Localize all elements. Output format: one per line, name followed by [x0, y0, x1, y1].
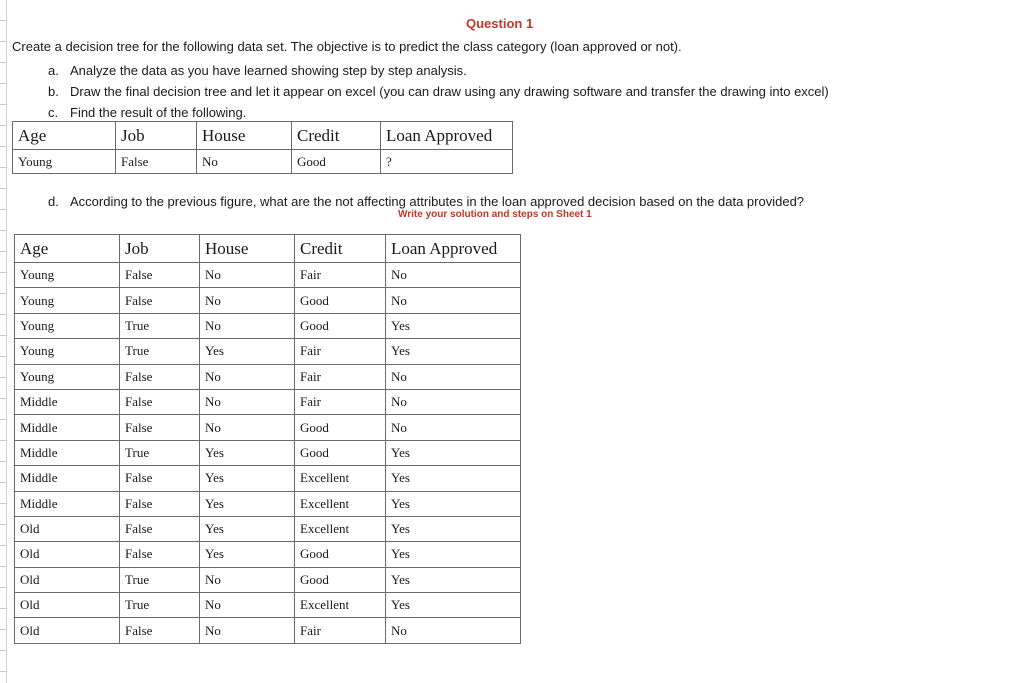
cell[interactable]: Yes	[386, 339, 521, 364]
cell[interactable]: No	[200, 364, 295, 389]
query-table-row	[13, 150, 513, 174]
cell[interactable]: Old	[15, 593, 120, 618]
item-c	[48, 105, 246, 120]
item-d	[48, 194, 804, 209]
cell[interactable]: Old	[15, 542, 120, 567]
cell[interactable]: False	[120, 542, 200, 567]
cell[interactable]: Yes	[200, 466, 295, 491]
cell[interactable]: False	[120, 491, 200, 516]
cell[interactable]: Yes	[200, 491, 295, 516]
cell[interactable]: True	[120, 339, 200, 364]
cell[interactable]: False	[120, 263, 200, 288]
cell[interactable]: Middle	[15, 415, 120, 440]
cell[interactable]: Excellent	[295, 491, 386, 516]
item-a	[48, 63, 467, 78]
cell[interactable]: Young	[15, 364, 120, 389]
cell[interactable]: Yes	[386, 440, 521, 465]
cell[interactable]: Yes	[386, 313, 521, 338]
cell[interactable]: True	[120, 440, 200, 465]
table-row	[15, 593, 521, 618]
cell[interactable]: Young	[15, 263, 120, 288]
cell[interactable]: No	[200, 389, 295, 414]
cell[interactable]: False	[120, 288, 200, 313]
header-cell[interactable]: Job	[116, 122, 197, 150]
cell[interactable]: No	[200, 263, 295, 288]
cell[interactable]: Yes	[386, 593, 521, 618]
cell[interactable]: Excellent	[295, 516, 386, 541]
table-row	[15, 491, 521, 516]
cell[interactable]: True	[120, 567, 200, 592]
table-row	[15, 313, 521, 338]
question-intro: Create a decision tree for the following data set. The objective is to predict the class category (loan approved or not).	[12, 39, 682, 54]
cell[interactable]: No	[386, 263, 521, 288]
cell[interactable]: Young	[15, 339, 120, 364]
cell[interactable]: Excellent	[295, 466, 386, 491]
cell[interactable]: Young	[15, 288, 120, 313]
cell[interactable]: Good	[295, 288, 386, 313]
cell[interactable]: No	[200, 593, 295, 618]
cell[interactable]: Good	[295, 415, 386, 440]
header-cell[interactable]: House	[200, 235, 295, 263]
data-table-header	[15, 235, 521, 263]
item-letter: a.	[48, 63, 59, 78]
cell[interactable]: Middle	[15, 466, 120, 491]
cell[interactable]: No	[386, 364, 521, 389]
header-cell[interactable]: Loan Approved	[386, 235, 521, 263]
cell[interactable]: Fair	[295, 389, 386, 414]
cell[interactable]: Good	[295, 313, 386, 338]
cell[interactable]: Good	[295, 542, 386, 567]
cell[interactable]: Middle	[15, 389, 120, 414]
cell[interactable]: No	[386, 389, 521, 414]
table-row	[15, 567, 521, 592]
table-row	[15, 440, 521, 465]
table-row	[15, 516, 521, 541]
cell[interactable]: Excellent	[295, 593, 386, 618]
table-row	[15, 466, 521, 491]
cell[interactable]: Good	[292, 150, 381, 174]
table-row	[15, 415, 521, 440]
cell[interactable]: Yes	[200, 516, 295, 541]
header-cell[interactable]: House	[197, 122, 292, 150]
cell[interactable]: No	[386, 288, 521, 313]
table-row	[15, 288, 521, 313]
query-table-header	[13, 122, 513, 150]
cell[interactable]: Fair	[295, 618, 386, 643]
cell[interactable]: False	[116, 150, 197, 174]
cell[interactable]: No	[200, 288, 295, 313]
cell[interactable]: Yes	[386, 516, 521, 541]
cell[interactable]: No	[200, 415, 295, 440]
header-cell[interactable]: Credit	[292, 122, 381, 150]
table-row	[15, 389, 521, 414]
item-text: Find the result of the following.	[70, 105, 247, 120]
table-row	[15, 364, 521, 389]
cell[interactable]: ?	[381, 150, 513, 174]
table-row	[15, 263, 521, 288]
query-table	[12, 121, 513, 174]
cell[interactable]: Yes	[386, 542, 521, 567]
cell[interactable]: Yes	[386, 567, 521, 592]
cell[interactable]: Middle	[15, 440, 120, 465]
cell[interactable]: Old	[15, 618, 120, 643]
item-text: Draw the final decision tree and let it appear on excel (you can draw using any drawing software and transfer the drawing into excel)	[70, 84, 829, 99]
table-row	[15, 339, 521, 364]
cell[interactable]: Yes	[200, 440, 295, 465]
cell[interactable]: False	[120, 415, 200, 440]
cell[interactable]: Fair	[295, 263, 386, 288]
cell[interactable]: No	[197, 150, 292, 174]
cell[interactable]: Good	[295, 440, 386, 465]
cell[interactable]: False	[120, 466, 200, 491]
header-cell[interactable]: Credit	[295, 235, 386, 263]
table-row	[15, 618, 521, 643]
header-cell[interactable]: Job	[120, 235, 200, 263]
cell[interactable]: Middle	[15, 491, 120, 516]
cell[interactable]: Old	[15, 567, 120, 592]
item-letter: d.	[48, 194, 59, 209]
cell[interactable]: No	[386, 415, 521, 440]
cell[interactable]: No	[386, 618, 521, 643]
item-text: According to the previous figure, what are the not affecting attributes in the loan approved decision based on the data provided?	[70, 194, 805, 209]
cell[interactable]: Young	[13, 150, 116, 174]
item-letter: b.	[48, 84, 59, 99]
cell[interactable]: False	[120, 618, 200, 643]
header-cell[interactable]: Age	[13, 122, 116, 150]
header-cell[interactable]: Age	[15, 235, 120, 263]
cell[interactable]: False	[120, 516, 200, 541]
spreadsheet-row-gutter	[0, 0, 7, 683]
cell[interactable]: Fair	[295, 364, 386, 389]
data-table	[14, 234, 521, 644]
item-b	[48, 84, 829, 99]
cell[interactable]: True	[120, 313, 200, 338]
cell[interactable]: Yes	[386, 491, 521, 516]
cell[interactable]: No	[200, 567, 295, 592]
cell[interactable]: Young	[15, 313, 120, 338]
instruction-note: Write your solution and steps on Sheet 1	[398, 209, 592, 220]
cell[interactable]: Yes	[200, 542, 295, 567]
cell[interactable]: False	[120, 389, 200, 414]
item-text: Analyze the data as you have learned showing step by step analysis.	[70, 63, 467, 78]
question-title: Question 1	[466, 16, 534, 31]
cell[interactable]: Yes	[386, 466, 521, 491]
cell[interactable]: Old	[15, 516, 120, 541]
cell[interactable]: No	[200, 618, 295, 643]
cell[interactable]: No	[200, 313, 295, 338]
cell[interactable]: Good	[295, 567, 386, 592]
cell[interactable]: False	[120, 364, 200, 389]
cell[interactable]: Fair	[295, 339, 386, 364]
cell[interactable]: Yes	[200, 339, 295, 364]
cell[interactable]: True	[120, 593, 200, 618]
item-letter: c.	[48, 105, 59, 120]
header-cell[interactable]: Loan Approved	[381, 122, 513, 150]
table-row	[15, 542, 521, 567]
